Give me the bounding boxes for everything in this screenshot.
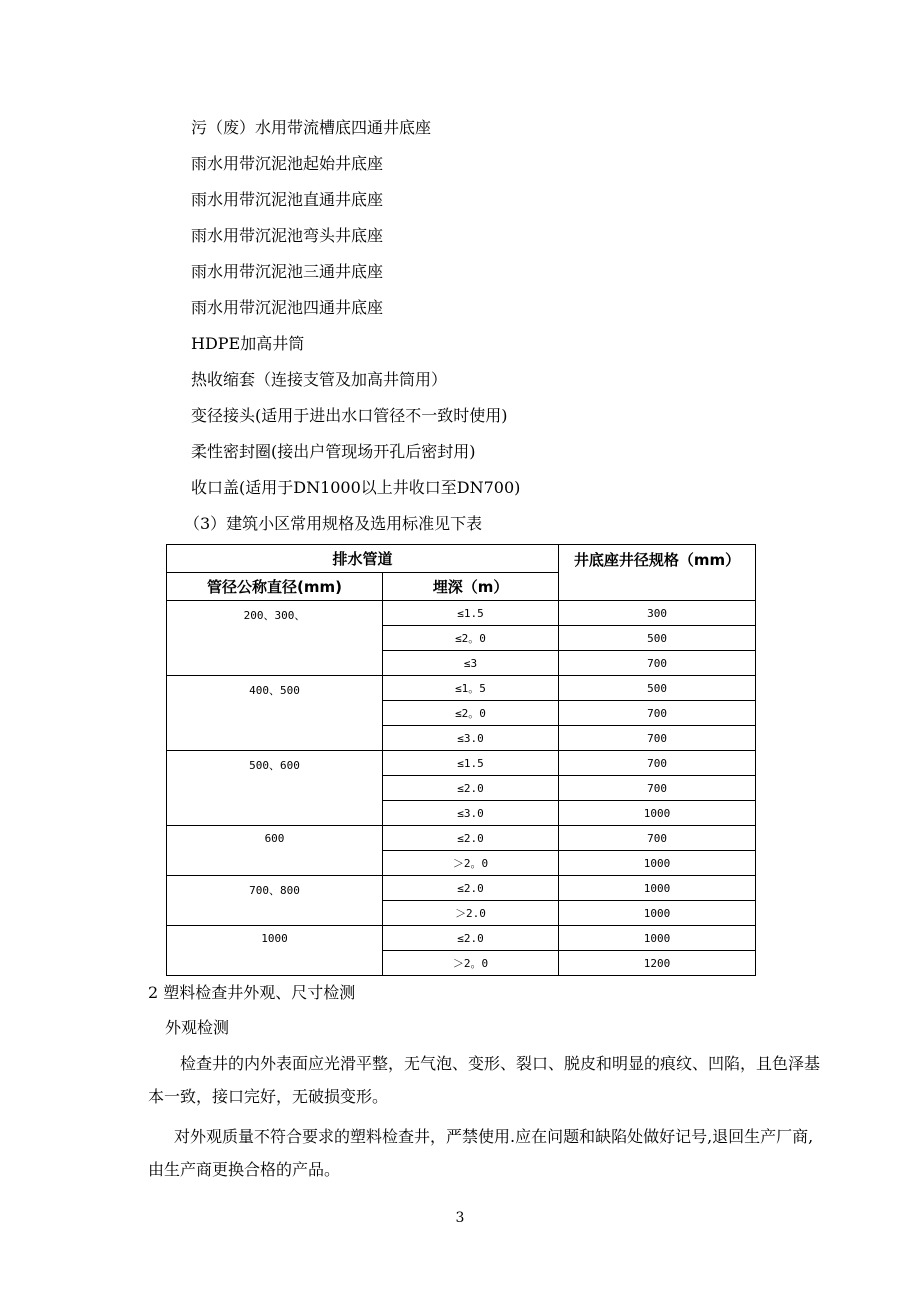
list-item: 雨水用带沉泥池四通井底座	[191, 298, 384, 317]
depth-cell: ≤1。5	[383, 676, 559, 701]
spec-cell: 700	[559, 726, 756, 751]
spec-cell: 700	[559, 751, 756, 776]
spec-cell: 700	[559, 776, 756, 801]
paragraph: 对外观质量不符合要求的塑料检查井，严禁使用.应在问题和缺陷处做好记号,退回生产厂商,由生产商更换合格的产品。	[148, 1127, 814, 1179]
depth-cell: ＞2。0	[383, 951, 559, 976]
depth-cell: ＞2。0	[383, 851, 559, 876]
spec-cell: 700	[559, 651, 756, 676]
subheading: 外观检测	[165, 1018, 230, 1037]
depth-cell: ≤2。0	[383, 626, 559, 651]
depth-cell: ≤3.0	[383, 801, 559, 826]
spec-cell: 500	[559, 626, 756, 651]
table-row	[167, 876, 756, 901]
spec-table	[166, 544, 756, 976]
table-row	[167, 926, 756, 951]
spec-cell: 300	[559, 601, 756, 626]
list-item: 雨水用带沉泥池直通井底座	[191, 190, 384, 209]
spec-cell: 700	[559, 701, 756, 726]
spec-cell: 1000	[559, 851, 756, 876]
list-item: 收口盖(适用于DN1000以上井收口至DN700)	[191, 478, 521, 497]
diameter-cell: 600	[167, 826, 383, 876]
diameter-cell: 500、600	[167, 751, 383, 826]
list-item: 污（废）水用带流槽底四通井底座	[191, 118, 432, 137]
depth-cell: ≤2.0	[383, 876, 559, 901]
depth-cell: ≤1.5	[383, 751, 559, 776]
spec-cell: 1000	[559, 901, 756, 926]
paragraph: 检查井的内外表面应光滑平整，无气泡、变形、裂口、脱皮和明显的痕纹、凹陷，且色泽基本一致，接口完好，无破损变形。	[148, 1054, 821, 1106]
table-row	[167, 601, 756, 626]
table-row	[167, 676, 756, 701]
list-item: 雨水用带沉泥池弯头井底座	[191, 226, 384, 245]
depth-cell: ≤3.0	[383, 726, 559, 751]
depth-cell: ≤2。0	[383, 701, 559, 726]
spec-cell: 500	[559, 676, 756, 701]
spec-cell: 700	[559, 826, 756, 851]
list-item: 热收缩套（连接支管及加高井筒用）	[191, 370, 448, 389]
page-number: 3	[455, 1210, 465, 1226]
diameter-cell: 400、500	[167, 676, 383, 751]
diameter-cell: 700、800	[167, 876, 383, 926]
list-item: 变径接头(适用于进出水口管径不一致时使用)	[191, 406, 508, 425]
spec-cell: 1000	[559, 876, 756, 901]
diameter-cell: 1000	[167, 926, 383, 976]
depth-cell: ＞2.0	[383, 901, 559, 926]
spec-cell: 1200	[559, 951, 756, 976]
list-item: HDPE加高井筒	[191, 334, 305, 353]
spec-cell: 1000	[559, 801, 756, 826]
table-row	[167, 826, 756, 851]
header-pipe: 排水管道	[167, 545, 559, 573]
header-base-spec: 井底座井径规格（mm）	[559, 545, 756, 601]
depth-cell: ≤2.0	[383, 826, 559, 851]
section-heading: 2 塑料检查井外观、尺寸检测	[148, 983, 356, 1002]
depth-cell: ≤2.0	[383, 926, 559, 951]
diameter-cell: 200、300、	[167, 601, 383, 676]
depth-cell: ≤2.0	[383, 776, 559, 801]
list-item: 柔性密封圈(接出户管现场开孔后密封用)	[191, 442, 476, 461]
table-row	[167, 751, 756, 776]
table-caption: （3）建筑小区常用规格及选用标准见下表	[184, 514, 483, 533]
list-item: 雨水用带沉泥池起始井底座	[191, 154, 384, 173]
depth-cell: ≤1.5	[383, 601, 559, 626]
spec-cell: 1000	[559, 926, 756, 951]
list-item: 雨水用带沉泥池三通井底座	[191, 262, 384, 281]
header-diameter: 管径公称直径(mm)	[167, 573, 383, 601]
header-depth: 埋深（m）	[383, 573, 559, 601]
depth-cell: ≤3	[383, 651, 559, 676]
